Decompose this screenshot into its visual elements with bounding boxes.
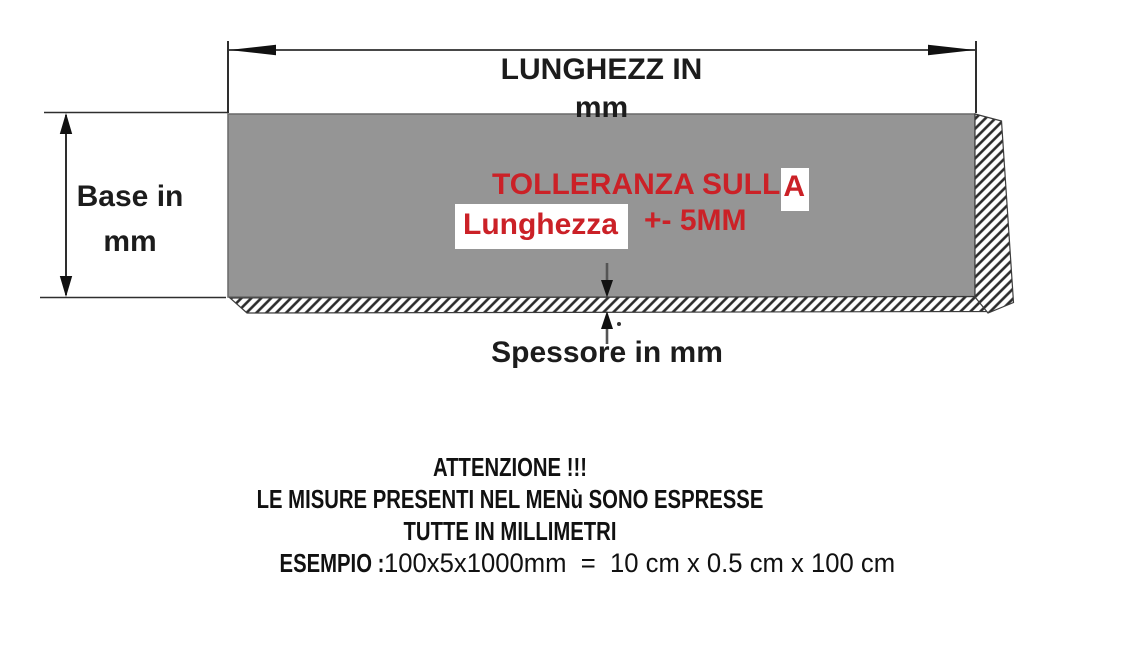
- notice-block: [150, 451, 896, 584]
- length-label-line2: mm: [574, 91, 629, 124]
- plate-bottom-edge-hatch: [230, 297, 989, 314]
- notice-example-value: 100x5x1000mm = 10 cm x 0.5 cm x 100 cm: [384, 548, 896, 578]
- base-label-line2: mm: [103, 225, 157, 258]
- notice-line-example: [226, 547, 946, 584]
- thickness-arrow-up-icon: [601, 311, 613, 329]
- base-label-line1: Base in: [76, 180, 184, 213]
- thickness-dot: [617, 322, 621, 326]
- plate-side-edge-hatch: [975, 114, 1014, 313]
- base-label: [36, 174, 224, 264]
- tolerance-line2-highlighted-word: Lunghezza: [455, 204, 628, 249]
- tolerance-line1-text: TOLLERANZA SULL: [492, 168, 781, 201]
- thickness-label: Spessore in mm: [491, 336, 723, 369]
- notice-line-measures: LE MISURE PRESENTI NEL MENù SONO ESPRESSE: [256, 484, 764, 514]
- base-arrow-up-icon: [60, 113, 72, 134]
- tolerance-line1-highlighted-letter: A: [781, 168, 809, 211]
- tolerance-text-line2: [455, 204, 747, 249]
- notice-example-label: ESEMPIO :: [279, 548, 385, 578]
- notice-line-millimetri: TUTTE IN MILLIMETRI: [403, 516, 617, 546]
- length-label-line1: LUNGHEZZ IN: [500, 53, 703, 86]
- base-arrow-down-icon: [60, 276, 72, 297]
- notice-line-attention: ATTENZIONE !!!: [433, 452, 587, 482]
- tolerance-line2-text: +- 5MM: [644, 204, 747, 237]
